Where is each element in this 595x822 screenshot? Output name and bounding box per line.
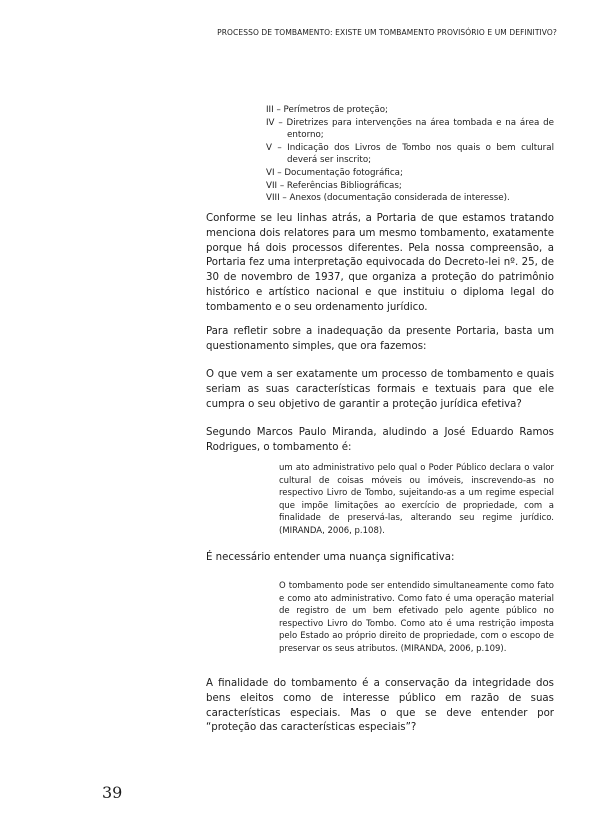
running-header: PROCESSO DE TOMBAMENTO: EXISTE UM TOMBAMENTO PROVISÓRIO E UM DEFINITIVO? — [217, 28, 557, 37]
paragraph-nuance: É necessário entender uma nuança significativa: — [206, 552, 455, 563]
list-item: VII – Referências Bibliográficas; — [266, 180, 402, 191]
list-item: V – Indicação dos Livros de Tombo nos quais o bem cultural deverá ser inscrito; — [266, 142, 554, 166]
paragraph-question: O que vem a ser exatamente um processo de tombamento e quais seriam as suas características formais e textuais para que ele cumpra o seu objetivo de garantir a proteção jurídica efetiva? — [206, 369, 554, 410]
block-quote-definition: um ato administrativo pelo qual o Poder Público declara o valor cultural de coisas móveis ou imóveis, inscrevendo-as no respectivo Livro de Tombo, sujeitando-as a um regime especial que impõe limitações ao exercício de propriedade, com a finalidade de preservá-las, alterando seu regime jurídico. (MIRANDA, 2006, p.108). — [279, 463, 554, 536]
paragraph-reflection: Para refletir sobre a inadequação da presente Portaria, basta um questionamento simples, que ora fazemos: — [206, 326, 554, 352]
list-item: IV – Diretrizes para intervenções na área tombada e na área de entorno; — [266, 117, 554, 141]
paragraph-finalidade: A finalidade do tombamento é a conservação da integridade dos bens eleitos como de interesse público em razão de suas características especiais. Mas o que se deve entender por “proteção das características especiais”? — [206, 678, 554, 734]
block-quote-fato-ato: O tombamento pode ser entendido simultaneamente como fato e como ato administrativo. Como fato é uma operação material de registro de um bem efetivado pelo agente público no respectivo Livro do Tombo. Como ato é uma restrição imposta pelo Estado ao próprio direito de propriedade, com o escopo de preservar os seus atributos. (MIRANDA, 2006, p.109). — [279, 581, 554, 654]
paragraph-miranda-intro: Segundo Marcos Paulo Miranda, aludindo a José Eduardo Ramos Rodrigues, o tombamento é: — [206, 427, 554, 453]
paragraph-portaria: Conforme se leu linhas atrás, a Portaria de que estamos tratando menciona dois relatores para um mesmo tombamento, exatamente porque há dois processos diferentes. Pela nossa compreensão, a Portaria fez uma interpretação equivocada do Decreto-lei nº. 25, de 30 de novembro de 1937, que organiza a proteção do patrimônio histórico e artístico nacional e que instituiu o diploma legal do tombamento e o seu ordenamento jurídico. — [206, 213, 554, 313]
items-list — [266, 104, 554, 205]
list-item: VIII – Anexos (documentação considerada de interesse). — [266, 193, 510, 204]
page-number: 39 — [102, 783, 123, 802]
list-item: VI – Documentação fotográfica; — [266, 167, 403, 178]
list-item: III – Perímetros de proteção; — [266, 105, 388, 115]
